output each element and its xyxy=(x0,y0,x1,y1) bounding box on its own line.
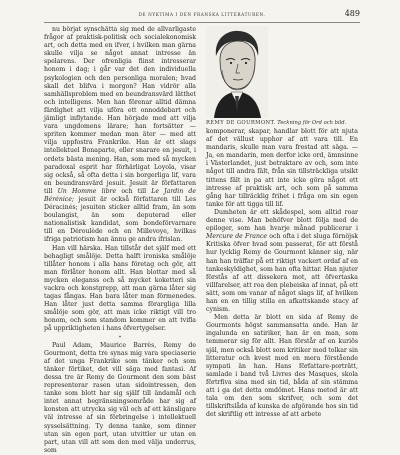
running-title: DE NYKTIMA I DEN FRANSKA LITTERATUREN. xyxy=(138,12,266,17)
caption-credit: Teckning för Ord och bild. xyxy=(277,120,347,126)
caption-name: REMY DE GOURMONT. xyxy=(206,120,276,126)
paragraph-text: Dumheten är ett skådespel, som alltid roar denne vise. Man behöfver blott följa med de epiloger, som han hvarje månad publicerar i xyxy=(206,208,358,233)
page-number: 489 xyxy=(344,9,360,18)
paragraph: Han vill härska. Han tillstår det själf med ett behagligt smålöje. Detta halft ironiska smålöje tillåter honom i alla hans företag och gör, att man förlåter honom allt. Han blottar med så mycken eleganss och så mycket koketteri sin vackra och konstgrepp, att man gärna låter sig tagas fångas. Han bara låter man förmenedes. Han låter just detta samma förargliga lilla smålöje som gör, att man icke riktigt vill tro honom, och som standom kommer en att tvifla på uppriktigheten i hans öfvertygelser. xyxy=(44,244,196,333)
journal-title-italic: Mercure de France xyxy=(206,233,268,241)
header-rule xyxy=(44,22,360,23)
paragraph: Paul Adam, Maurice Barrès, Remy de Gourmont, detta tre synas mig vara speciaserie af det unga Frankrike som tänker och som tänker förtiket, det vill säga med fantasi. Af dessa tre är Remy de Gourmont den som bäst representerar rasen utan sidointressen, den tanke som blott har sig själf till ändamål och intet annat begränsningsområde har sig af konsten att utrycka sig väl och af ett känsligare väl intresse af sin förbringelse i intellektuell sysselsättning. Ty denna tanke, som dinner utan sin egen part, utan utvittler ur utan en part, utan vill att som den med välja underrus, som xyxy=(44,341,196,454)
section-divider: * xyxy=(118,334,122,341)
paragraph-text: och ofta i det sluga förnöjsk Kritiska öfver hvad som passerat, för att förstå hur lycklig Remy de Gourmont känner sig, när han han träffar på ett riktigt vackert ordaf af en tankeskyldighet, som han ofta hittar. Han njuter förstås af att dissekera mot, att öfvertaska villfarelser, att roa den plebeiska af innat, på ett sätt, som om vanar af något slags lif, af hvilken han en en tillig stilla en afkattskande stacy af cynism. xyxy=(206,233,359,314)
left-column xyxy=(44,26,196,455)
paragraph-text: jesuit är också författaren till Les Déracinés; jesuiten sticker alltid fram, än som boulangist, än som deputerad eller nationalistisk kandidat, som bondeförvarnare till en Déroulède och en Millevoye, hvilkas ifriga patriotism han ännu ge andra ifrislan. xyxy=(44,195,196,244)
paragraph-text: och till xyxy=(121,187,147,195)
paragraph xyxy=(44,26,196,245)
paragraph: Men detta är blott en sida af Remy de Gourmonts högst sammansatta ande. Han är ingalunda en satiriker, han är en man, som temmerar sig för allt. Han förstår af en kuriös själ, men också blott som kritiker med tolkar sin litteratur och kvest med en mera förstående sympati än han. Hans författare-porträtt, samlade i band två Livres des Masques, skola förtrfiva sina med sin tid, båda af sin stämma att i ga det detta omdömet. Hans metod är att tala om den som skrifver, och som det tillskriftslåda af kunska de afgörande hos sin tid det skriftlig ett intresse af att arbete xyxy=(206,314,358,419)
right-column-body xyxy=(206,128,358,419)
paragraph: komponerar, skapar, handlar blott för att njuta af det vällust upphor af att vara till. En mandaris, skulle man vara frestad att säga. — Ja, en mandarin, men derfor icke ord, ämnsinne i Västerlandet, just betraktare av och, som inte något till andra fält, från sin tillsträckliga utsikt tittens fält in pa att inte icke göra något ett intresse af praktisk art, och som på samma gång har tillräcklig frihet i fråga om sin egen tanke för att tigga till lif. xyxy=(206,128,358,208)
paragraph xyxy=(206,209,358,314)
right-column xyxy=(206,26,358,419)
book-title-italic: Un Homme libre xyxy=(57,187,117,195)
paragraph-text: nu börjat synschätta sig med de allvarligaste frågor af praktisk-politisk och socialekonomisk art, och detta med en ifver, i hvilken man gärna skulle vilja se något annat intresse än spelarens. Der ofrenligia fiinst intresserar honom i dag; i går var det den individuella psykologien och den personliga moralen; hvad skall det blifva i morgon? Han vidrör alla samhällsproblem med en beundransvärd lätthet och intelligens. Men han förenar alltid dämna färdighet att vilja uföra ett onnoddebart och jämligt inflytande. Han började med att vilja vara ungdomens lärare; han fortsätter — spriten kommer medan man äter — med att vilja uppfostra Frankrike. Han är ett slags intellektuel Bonaparte, eller snarare en jesuit, i ordets bästa mening. Han, som med så mycken paradoxal esprit har förhärligat Loyola, visar sig också, så ofta detta i sin borgerliga lif, vara en beundransvärd jesuit. Jesuit är författaren till xyxy=(44,26,196,195)
book-title-italic: Le Jardin de Bérénice; xyxy=(44,187,196,203)
